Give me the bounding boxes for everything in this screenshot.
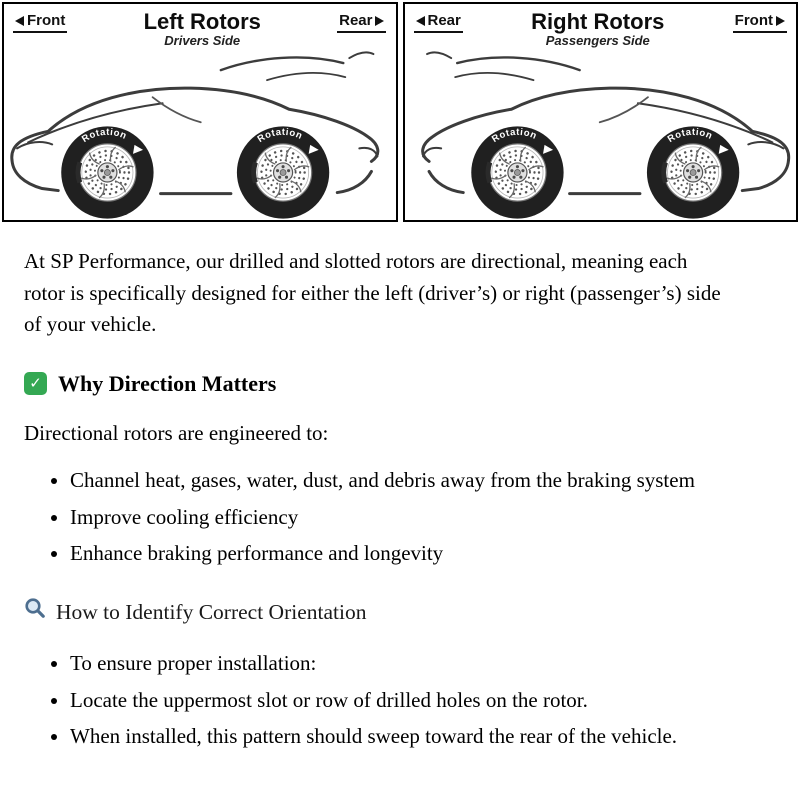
article [0,224,726,752]
rotor-direction-diagram [0,0,800,224]
left-panel-header [4,4,396,48]
list-item: • Enhance braking performance and longevity [70,538,726,570]
rear-wheel-rotor [237,126,329,218]
rear-wheel-rotor [471,126,563,218]
section-identify-title: How to Identify Correct Orientation [56,599,367,624]
arrow-left-icon [416,16,425,26]
why-lead-text: Directional rotors are engineered to: [24,420,329,445]
arrow-right-icon [776,16,785,26]
car-illustration-left [4,44,396,221]
list-item: • Channel heat, gases, water, dust, and debris away from the braking system [70,465,726,497]
list-item: • Locate the uppermost slot or row of drilled holes on the rotor. [70,685,726,717]
arrow-left-icon [15,16,24,26]
rear-direction-label [337,12,386,33]
panel-subtitle: Passengers Side [545,32,650,48]
car-illustration-right [405,44,797,221]
section-why-title: Why Direction Matters [58,370,277,396]
direction-text: Front [27,12,66,29]
panel-title: Right Rotors [531,9,665,34]
left-panel-title-block [144,10,261,48]
direction-text: Rear [339,12,373,29]
why-bullet-list [24,465,726,570]
front-direction-label [13,12,67,33]
magnifier-icon [24,596,46,628]
right-rotors-panel [403,2,799,222]
front-wheel-rotor [61,126,153,218]
right-panel-header [405,4,797,48]
list-item: • When installed, this pattern should sweep toward the rear of the vehicle. [70,721,726,753]
panel-title: Left Rotors [143,9,261,34]
rear-direction-label [414,12,463,33]
intro-paragraph: At SP Performance, our drilled and slotted rotors are directional, meaning each rotor is specifically designed for either the left (driver’s) or right (passenger’s) side of your vehicle. [24,249,721,337]
section-why-heading [24,367,726,400]
panel-subtitle: Drivers Side [164,32,241,48]
list-item: • Improve cooling efficiency [70,502,726,534]
direction-text: Rear [427,12,461,29]
list-item: • To ensure proper installation: [70,648,726,680]
direction-text: Front [734,12,773,29]
arrow-right-icon [375,16,384,26]
identify-bullet-list [24,648,726,753]
front-direction-label [733,12,787,33]
front-wheel-rotor [646,126,738,218]
left-rotors-panel [2,2,398,222]
section-identify-heading [24,596,726,628]
right-panel-title-block [531,10,664,48]
check-icon: ✓ [24,372,47,395]
